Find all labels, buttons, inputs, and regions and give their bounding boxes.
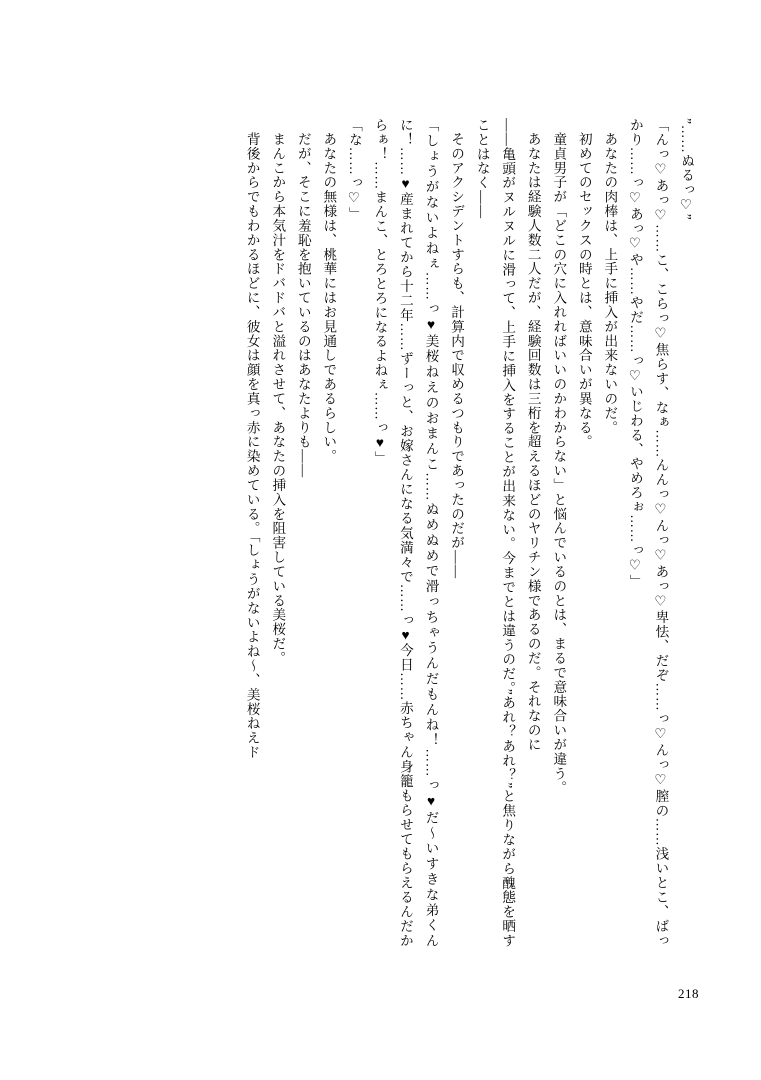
paragraph: 背後からでもわかるほどに、彼女は顔を真っ赤に染めている。「しょうがないよね～、美桜ねえド (244, 131, 260, 760)
vertical-text-body (88, 118, 699, 948)
paragraph: あなたの無様は、桃華にはお見通しであるらしい。 (321, 131, 337, 464)
paragraph: ”……ぬるっ♡” (679, 118, 694, 221)
paragraph: あなたは経験人数二人だが、経験回数は三桁を超えるほどのヤリチン様であるのだ。それなのに (525, 131, 541, 752)
paragraph: あなたの肉棒は、上手に挿入が出来ないのだ。 (602, 131, 618, 435)
paragraph: だが、そこに羞恥を抱いているのはあなたよりも―― (295, 131, 311, 478)
paragraph: 「んっ♡あっ♡……こ、こらっ♡焦らす、なぁ……んんっ♡んっ♡あっ♡卑怯、だぞ……っ♡んっ♡膣の……浅いとこ、ばっかり……っ♡あっ♡や……やだ……っ♡いじわる、やめろぉ……っ♡」 (627, 118, 669, 948)
paragraph: 「しょうがないよねぇ……っ♥美桜ねえのおまんこ……ぬめぬめで滑っちゃうんだもんね！……っ♥だ～いすきな弟くんに！……♥産まれてから十二年……ずーっと、お嫁さんになる気満々で……っ♥今日……赤ちゃん身籠もらせてもらえるんだからぁ！……まんこ、とろとろになるよねぇ……っ♥」 (372, 118, 439, 948)
paragraph: ――亀頭がヌルヌルに滑って、上手に挿入をすることが出来ない。今までとは違うのだ。”あれ？あれ？”と焦りながら醜態を晒すことはなく―― (474, 118, 516, 948)
paragraph: 童貞男子が「どこの穴に入れればいいのかわからない」と悩んでいるのとは、まるで意味合いが違う。 (551, 131, 567, 795)
paragraph: まんこから本気汁をドバドバと溢れさせて、あなたの挿入を阻害している美桜だ。 (270, 131, 286, 665)
paragraph: 「な……っ♡」 (346, 118, 362, 222)
page-number: 218 (677, 986, 699, 1001)
paragraph: そのアクシデントすらも、計算内で収めるつもりであったのだが―― (449, 131, 465, 579)
paragraph: 初めてのセックスの時とは、意味合いが異なる。 (576, 131, 592, 449)
